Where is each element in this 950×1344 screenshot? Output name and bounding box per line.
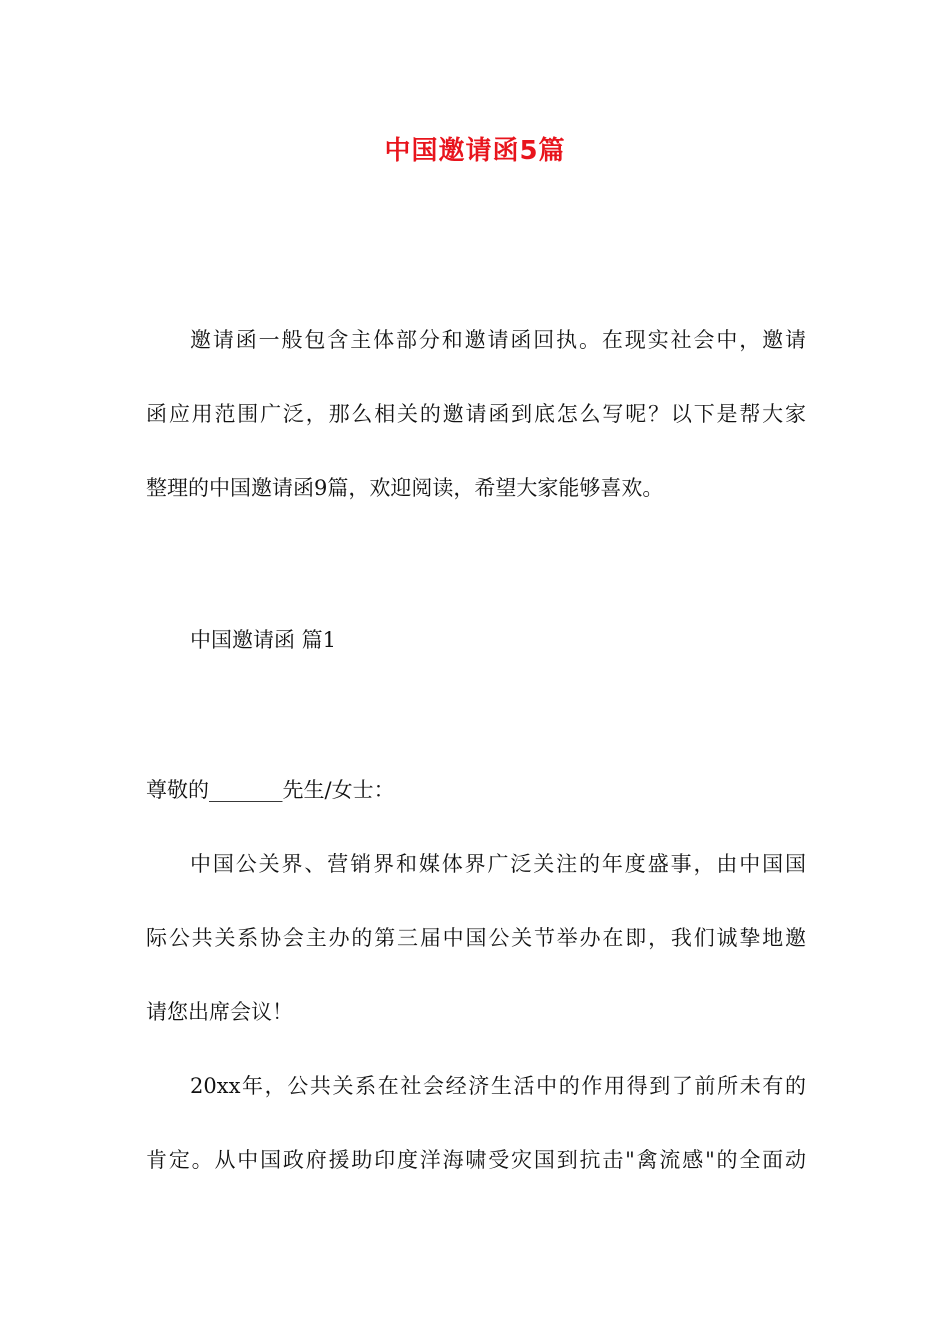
salutation: 尊敬的_______先生/女士： (146, 778, 395, 802)
para2-line-1: 20xx年，公共关系在社会经济生活中的作用得到了前所未有的 (190, 1074, 806, 1098)
para1-line-1: 中国公关界、营销界和媒体界广泛关注的年度盛事，由中国国 (190, 852, 806, 876)
intro-line-1: 邀请函一般包含主体部分和邀请函回执。在现实社会中，邀请 (190, 328, 806, 352)
para2-line-2: 肯定。从中国政府援助印度洋海啸受灾国到抗击"禽流感"的全面动 (146, 1148, 806, 1172)
section-heading: 中国邀请函 篇1 (190, 628, 337, 652)
para1-line-3: 请您出席会议！ (146, 1000, 293, 1024)
para1-line-2: 际公共关系协会主办的第三届中国公关节举办在即，我们诚挚地邀 (146, 926, 806, 950)
document-title: 中国邀请函5篇 (384, 136, 566, 166)
intro-line-3: 整理的中国邀请函9篇，欢迎阅读，希望大家能够喜欢。 (146, 476, 664, 500)
intro-line-2: 函应用范围广泛，那么相关的邀请函到底怎么写呢？以下是帮大家 (146, 402, 806, 426)
